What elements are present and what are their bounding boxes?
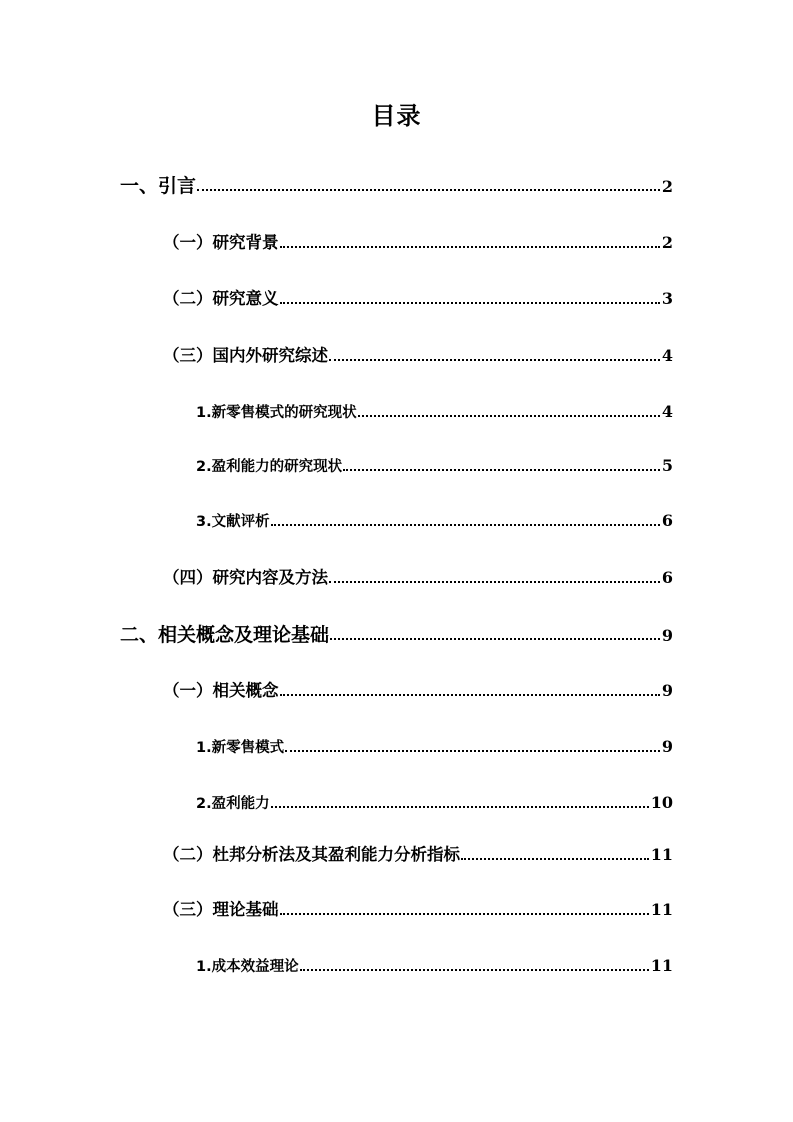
dot-leader [280, 913, 649, 915]
dot-leader [330, 638, 660, 640]
toc-page-number: 11 [650, 900, 673, 919]
toc-page-number: 9 [661, 737, 673, 756]
toc-entry-concepts-theory[interactable] [120, 621, 673, 649]
dot-leader [280, 246, 660, 248]
toc-entry-label: 2.盈利能力的研究现状 [196, 459, 343, 475]
toc-page-number: 9 [661, 626, 673, 645]
toc-page-number: 6 [661, 568, 673, 587]
toc-entry-intro[interactable] [120, 172, 673, 200]
toc-page-number: 5 [661, 456, 673, 475]
toc-page-number: 2 [661, 177, 673, 196]
dot-leader [343, 469, 660, 471]
toc-entry-label: （一）研究背景 [163, 233, 279, 252]
toc-page-number: 4 [661, 402, 673, 421]
toc-entry-label: 1.新零售模式的研究现状 [196, 405, 357, 421]
toc-entry-research-content-methods[interactable] [163, 564, 673, 592]
toc-page-number: 9 [661, 681, 673, 700]
dot-leader [197, 189, 660, 191]
page-title: 目录 [371, 102, 422, 130]
dot-leader [271, 806, 649, 808]
toc-entry-label: （三）国内外研究综述 [163, 346, 328, 365]
toc-page-number: 11 [650, 845, 673, 864]
toc-page-number: 10 [650, 793, 673, 812]
toc-entry-label: 一、引言 [120, 175, 197, 197]
toc-entry-label: （一）相关概念 [163, 681, 279, 700]
toc-entry-label: 二、相关概念及理论基础 [120, 624, 330, 646]
toc-entry-label: 1.新零售模式 [196, 740, 285, 756]
toc-entry-dupont-analysis[interactable] [163, 841, 673, 869]
toc-entry-literature-review[interactable] [163, 342, 673, 370]
toc-entry-label: 2.盈利能力 [196, 796, 270, 812]
toc-page-number: 6 [661, 511, 673, 530]
toc-page-number: 3 [661, 289, 673, 308]
dot-leader [329, 359, 660, 361]
dot-leader [358, 415, 660, 417]
toc-page-number: 4 [661, 346, 673, 365]
dot-leader [280, 302, 660, 304]
toc-page-number: 2 [661, 233, 673, 252]
toc-entry-label: 3.文献评析 [196, 514, 270, 530]
toc-entry-profitability[interactable] [196, 789, 673, 817]
toc-entry-new-retail-model[interactable] [196, 733, 673, 761]
toc-entry-cost-benefit-theory[interactable] [196, 952, 673, 980]
dot-leader [300, 969, 649, 971]
toc-entry-label: （二）杜邦分析法及其盈利能力分析指标 [163, 845, 460, 864]
toc-entry-label: （三）理论基础 [163, 900, 279, 919]
toc-entry-related-concepts[interactable] [163, 677, 673, 705]
dot-leader [271, 524, 660, 526]
toc-entry-research-background[interactable] [163, 229, 673, 257]
dot-leader [280, 694, 660, 696]
toc-entry-label: 1.成本效益理论 [196, 959, 299, 975]
dot-leader [285, 750, 660, 752]
toc-entry-theoretical-basis[interactable] [163, 896, 673, 924]
toc-entry-label: （四）研究内容及方法 [163, 568, 328, 587]
dot-leader [329, 581, 660, 583]
toc-entry-research-significance[interactable] [163, 285, 673, 313]
dot-leader [461, 858, 649, 860]
toc-entry-profitability-research[interactable] [196, 452, 673, 480]
toc-page-number: 11 [650, 956, 673, 975]
toc-entry-new-retail-research[interactable] [196, 398, 673, 426]
toc-entry-label: （二）研究意义 [163, 289, 279, 308]
toc-entry-literature-commentary[interactable] [196, 507, 673, 535]
